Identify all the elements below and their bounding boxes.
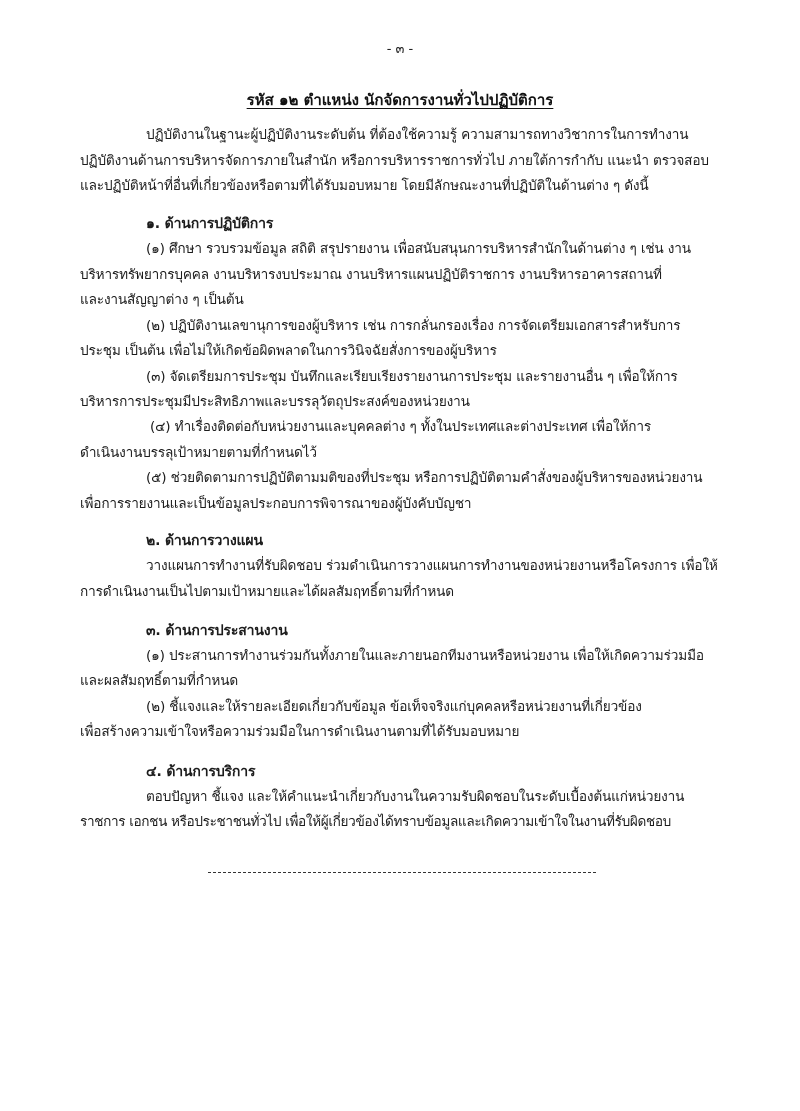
section-heading-planning: ๒. ด้านการวางแผน: [146, 533, 263, 549]
section-heading-operations: ๑. ด้านการปฏิบัติการ: [146, 216, 274, 232]
list-item: (๒) ชี้แจงและให้รายละเอียดเกี่ยวกับข้อมูล ข้อเท็จจริงแก่บุคคลหรือหน่วยงานที่เกี่ยวข้อง: [146, 699, 642, 715]
intro-line: ปฏิบัติงานในฐานะผู้ปฏิบัติงานระดับต้น ที่ต้องใช้ความรู้ ความสามารถทางวิชาการในการทำงาน: [146, 127, 689, 143]
list-item: (๔) ทำเรื่องติดต่อกับหน่วยงานและบุคคลต่าง ๆ ทั้งในประเทศและต่างประเทศ เพื่อให้การ: [150, 419, 651, 435]
paragraph-line: การดำเนินงานเป็นไปตามเป้าหมายและได้ผลสัมฤทธิ์ตามที่กำหนด: [80, 584, 454, 600]
position-title: รหัส ๑๒ ตำแหน่ง นักจัดการงานทั่วไปปฏิบัติการ: [246, 91, 554, 109]
list-item: (๒) ปฏิบัติงานเลขานุการของผู้บริหาร เช่น การกลั่นกรองเรื่อง การจัดเตรียมเอกสารสำหรับการ: [146, 318, 681, 334]
section-heading-service: ๔. ด้านการบริการ: [146, 764, 256, 780]
paragraph-line: ราชการ เอกชน หรือประชาชนทั่วไป เพื่อให้ผู้เกี่ยวข้องได้ทราบข้อมูลและเกิดความเข้าใจในงานที่รับผิดชอบ: [80, 814, 671, 830]
list-item-continuation: เพื่อการรายงานและเป็นข้อมูลประกอบการพิจารณาของผู้บังคับบัญชา: [80, 496, 472, 512]
list-item-continuation: และผลสัมฤทธิ์ตามที่กำหนด: [80, 673, 239, 689]
list-item: (๑) ศึกษา รวบรวมข้อมูล สถิติ สรุปรายงาน เพื่อสนับสนุนการบริหารสำนักในด้านต่าง ๆ เช่น งาน: [146, 241, 691, 257]
list-item: (๑) ประสานการทำงานร่วมกันทั้งภายในและภายนอกทีมงานหรือหน่วยงาน เพื่อให้เกิดความร่วมมือ: [146, 648, 704, 664]
intro-line: ปฏิบัติงานด้านการบริหารจัดการภายในสำนัก หรือการบริหารราชการทั่วไป ภายใต้การกำกับ แนะนำ ตรวจสอบ: [80, 153, 709, 169]
paragraph-line: ตอบปัญหา ชี้แจง และให้คำแนะนำเกี่ยวกับงานในความรับผิดชอบในระดับเบื้องต้นแก่หน่วยงาน: [146, 789, 685, 805]
list-item-continuation: บริหารการประชุมมีประสิทธิภาพและบรรลุวัตถุประสงค์ของหน่วยงาน: [80, 394, 470, 410]
list-item-continuation: เพื่อสร้างความเข้าใจหรือความร่วมมือในการดำเนินงานตามที่ได้รับมอบหมาย: [80, 724, 520, 740]
list-item: (๓) จัดเตรียมการประชุม บันทึกและเรียบเรียงรายงานการประชุม และรายงานอื่น ๆ เพื่อให้การ: [146, 369, 678, 385]
list-item-continuation: ดำเนินงานบรรลุเป้าหมายตามที่กำหนดไว้: [80, 445, 317, 461]
intro-line: และปฏิบัติหน้าที่อื่นที่เกี่ยวข้องหรือตามที่ได้รับมอบหมาย โดยมีลักษณะงานที่ปฏิบัติในด้านต่าง ๆ ดังนี้: [80, 178, 649, 194]
list-item-continuation: บริหารทรัพยากรบุคคล งานบริหารงบประมาณ งานบริหารแผนปฏิบัติราชการ งานบริหารอาคารสถานที่: [80, 267, 662, 283]
page-number: - ๓ -: [386, 42, 414, 57]
list-item-continuation: ประชุม เป็นต้น เพื่อไม่ให้เกิดข้อผิดพลาดในการวินิจฉัยสั่งการของผู้บริหาร: [80, 343, 497, 359]
list-item: (๕) ช่วยติดตามการปฏิบัติตามมติของที่ประชุม หรือการปฏิบัติตามคำสั่งของผู้บริหารของหน่วยงาน: [146, 470, 703, 486]
section-heading-coordination: ๓. ด้านการประสานงาน: [146, 623, 288, 639]
list-item-continuation: และงานสัญญาต่าง ๆ เป็นต้น: [80, 292, 244, 308]
end-divider: [208, 872, 596, 873]
paragraph-line: วางแผนการทำงานที่รับผิดชอบ ร่วมดำเนินการวางแผนการทำงานของหน่วยงานหรือโครงการ เพื่อให้: [146, 558, 718, 574]
